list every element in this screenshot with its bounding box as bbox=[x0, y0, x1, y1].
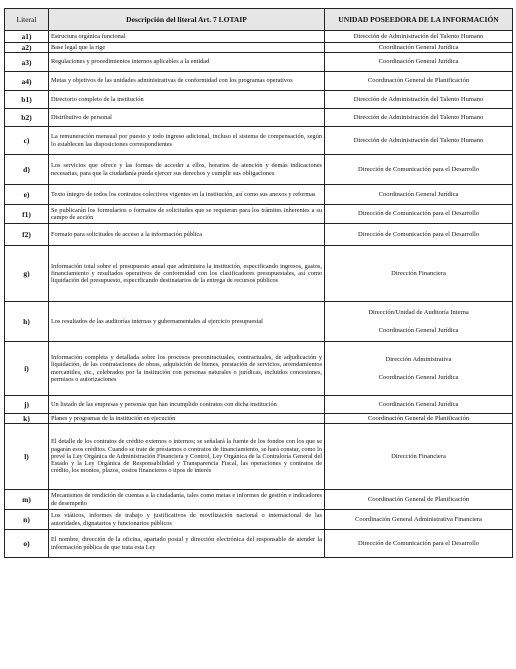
literal-cell: e) bbox=[5, 185, 49, 205]
description-cell: Se publicarán los formularios o formatos de solicitudes que se requieran para los trámites inherentes a su campo de acción bbox=[49, 205, 325, 224]
unit-name: Dirección de Administración del Talento Humano bbox=[353, 136, 484, 144]
literal-cell: m) bbox=[5, 490, 49, 510]
description-cell: El detalle de los contratos de crédito externos o internos; se señalará la fuente de los fondos con los que se pagarán esos créditos. Cuando se trate de préstamos o contratos de financiamiento, se hará constar, como lo prevé la Ley Orgánica de Administración Financiera y Control, Ley Orgánica de la Contraloría General del Estado y la Ley Orgánica de Responsabilidad y Transparencia Fiscal, las operaciones y contratos de crédito, los montos, plazos, costos financieros o tipos de interés bbox=[49, 424, 325, 490]
unit-name: Coordinación General Administrativa Financiera bbox=[355, 515, 482, 523]
description-cell: Base legal que la rige bbox=[49, 43, 325, 53]
unit-name: Coordinación General Jurídica bbox=[378, 190, 459, 198]
table-row bbox=[5, 31, 513, 43]
literal-cell: n) bbox=[5, 510, 49, 530]
unit-name: Dirección de Comunicación para el Desarrollo bbox=[357, 539, 480, 547]
unit-name: Dirección de Administración del Talento Humano bbox=[353, 95, 484, 103]
unit-name: Dirección Administrativa bbox=[385, 356, 452, 363]
description-cell: Directorio completo de la institución bbox=[49, 91, 325, 109]
table-row bbox=[5, 224, 513, 246]
description-cell: Texto íntegro de todos los contratos colectivos vigentes en la institución, así como sus anexos y reformas bbox=[49, 185, 325, 205]
unit-name: Dirección de Administración del Talento Humano bbox=[353, 113, 484, 121]
table-row bbox=[5, 72, 513, 91]
table-row bbox=[5, 185, 513, 205]
description-cell: Mecanismos de rendición de cuentas a la ciudadanía, tales como metas e informes de gestión e indicadores de desempeño bbox=[49, 490, 325, 510]
table-row bbox=[5, 127, 513, 155]
unit-cell bbox=[325, 302, 513, 342]
unit-name: Coordinación General Jurídica bbox=[378, 400, 459, 408]
description-cell: Información completa y detallada sobre los procesos precontractuales, contractuales, de adjudicación y liquidación, de las contrataciones de obras, adquisición de bienes, prestación de servicios, arrendamientos mercantiles, etc., celebrados por la institución con personas naturales o jurídicas, incluidos concesiones, permisos o autorizaciones bbox=[49, 342, 325, 396]
unit-cell bbox=[325, 205, 513, 224]
unit-cell bbox=[325, 530, 513, 558]
unit-cell bbox=[325, 91, 513, 109]
unit-cell bbox=[325, 155, 513, 185]
unit-cell bbox=[325, 127, 513, 155]
table-row bbox=[5, 424, 513, 490]
literal-cell: a3) bbox=[5, 53, 49, 72]
literal-cell: a1) bbox=[5, 31, 49, 43]
description-cell: Los servicios que ofrece y las formas de acceder a ellos, horarios de atención y demás indicaciones necesarias, para que la ciudadanía pueda ejercer sus derechos y cumplir sus obligaciones bbox=[49, 155, 325, 185]
literal-cell: b2) bbox=[5, 109, 49, 127]
unit-name: Coordinación General Jurídica bbox=[378, 43, 459, 51]
unit-cell bbox=[325, 53, 513, 72]
unit-name: Coordinación General Jurídica bbox=[378, 373, 459, 381]
table-body bbox=[5, 31, 513, 558]
table-row bbox=[5, 510, 513, 530]
literal-cell: h) bbox=[5, 302, 49, 342]
unit-cell bbox=[325, 424, 513, 490]
description-cell: Los viáticos, informes de trabajo y justificativos de movilización nacional o internacional de las autoridades, dignatarios y funcionarios públicos bbox=[49, 510, 325, 530]
unit-name: Coordinación General de Planificación bbox=[367, 414, 470, 422]
literal-cell: g) bbox=[5, 246, 49, 302]
literal-cell: f2) bbox=[5, 224, 49, 246]
literal-cell: a4) bbox=[5, 72, 49, 91]
literal-cell: o) bbox=[5, 530, 49, 558]
unit-cell bbox=[325, 72, 513, 91]
unit-cell bbox=[325, 43, 513, 53]
lotaip-table bbox=[4, 8, 513, 558]
table-row bbox=[5, 396, 513, 414]
description-cell: Un listado de las empresas y personas que han incumplido contratos con dicha institución bbox=[49, 396, 325, 414]
header-descripcion: Descripción del literal Art. 7 LOTAIP bbox=[49, 9, 325, 31]
unit-cell bbox=[325, 342, 513, 396]
unit-cell bbox=[325, 185, 513, 205]
table-row bbox=[5, 414, 513, 424]
description-cell: Regulaciones y procedimientos internos aplicables a la entidad bbox=[49, 53, 325, 72]
literal-cell: b1) bbox=[5, 91, 49, 109]
unit-name: Coordinación General de Planificación bbox=[367, 495, 470, 503]
table-row bbox=[5, 246, 513, 302]
unit-cell bbox=[325, 224, 513, 246]
description-cell: Los resultados de las auditorías internas y gubernamentales al ejercicio presupuestal bbox=[49, 302, 325, 342]
unit-cell bbox=[325, 246, 513, 302]
description-cell: Distributivo de personal bbox=[49, 109, 325, 127]
description-cell: Planes y programas de la institución en ejecución bbox=[49, 414, 325, 424]
unit-name: Coordinación General Jurídica bbox=[378, 58, 459, 66]
unit-cell bbox=[325, 490, 513, 510]
lotaip-table-container bbox=[4, 8, 512, 558]
description-cell: La remuneración mensual por puesto y todo ingreso adicional, incluso el sistema de compensación, según lo establecen las disposiciones correspondientes bbox=[49, 127, 325, 155]
header-literal: Literal bbox=[5, 9, 49, 31]
description-cell: Información total sobre el presupuesto anual que administra la institución, especificando ingresos, gastos, financiamiento y resultados operativos de conformidad con los clasificadores presupuestales, así como liquidación del presupuesto, especificando destinatarios de la entrega de recursos públicos bbox=[49, 246, 325, 302]
unit-name: Dirección Financiera bbox=[391, 269, 446, 277]
description-cell: El nombre, dirección de la oficina, apartado postal y dirección electrónica del responsable de atender la información pública de que trata esta Ley bbox=[49, 530, 325, 558]
unit-cell bbox=[325, 396, 513, 414]
description-cell: Metas y objetivos de las unidades administrativas de conformidad con los programas operativos bbox=[49, 72, 325, 91]
literal-cell: i) bbox=[5, 342, 49, 396]
description-cell: Estructura orgánica funcional bbox=[49, 31, 325, 43]
unit-name: Coordinación General Jurídica bbox=[378, 326, 459, 334]
literal-cell: j) bbox=[5, 396, 49, 414]
unit-name: Coordinación General de Planificación bbox=[367, 77, 470, 85]
table-row bbox=[5, 205, 513, 224]
header-unidad: UNIDAD POSEEDORA DE LA INFORMACIÓN bbox=[325, 9, 513, 31]
table-row bbox=[5, 109, 513, 127]
literal-cell: d) bbox=[5, 155, 49, 185]
literal-cell: k) bbox=[5, 414, 49, 424]
unit-name: Dirección de Comunicación para el Desarrollo bbox=[357, 230, 480, 238]
unit-cell bbox=[325, 414, 513, 424]
table-row bbox=[5, 530, 513, 558]
literal-cell: c) bbox=[5, 127, 49, 155]
table-row bbox=[5, 342, 513, 396]
literal-cell: l) bbox=[5, 424, 49, 490]
literal-cell: f1) bbox=[5, 205, 49, 224]
unit-cell bbox=[325, 109, 513, 127]
header-row bbox=[5, 9, 513, 31]
unit-name: Dirección/Unidad de Auditoría Interna bbox=[368, 309, 469, 316]
table-row bbox=[5, 91, 513, 109]
table-row bbox=[5, 53, 513, 72]
unit-name: Dirección Financiera bbox=[391, 452, 446, 460]
table-row bbox=[5, 490, 513, 510]
unit-name: Dirección de Comunicación para el Desarrollo bbox=[357, 210, 480, 218]
table-row bbox=[5, 302, 513, 342]
unit-cell bbox=[325, 510, 513, 530]
table-row bbox=[5, 43, 513, 53]
unit-cell bbox=[325, 31, 513, 43]
unit-name: Dirección de Comunicación para el Desarrollo bbox=[357, 165, 480, 173]
literal-cell: a2) bbox=[5, 43, 49, 53]
unit-name: Dirección de Administración del Talento Humano bbox=[353, 32, 484, 40]
description-cell: Formato para solicitudes de acceso a la información pública bbox=[49, 224, 325, 246]
table-row bbox=[5, 155, 513, 185]
